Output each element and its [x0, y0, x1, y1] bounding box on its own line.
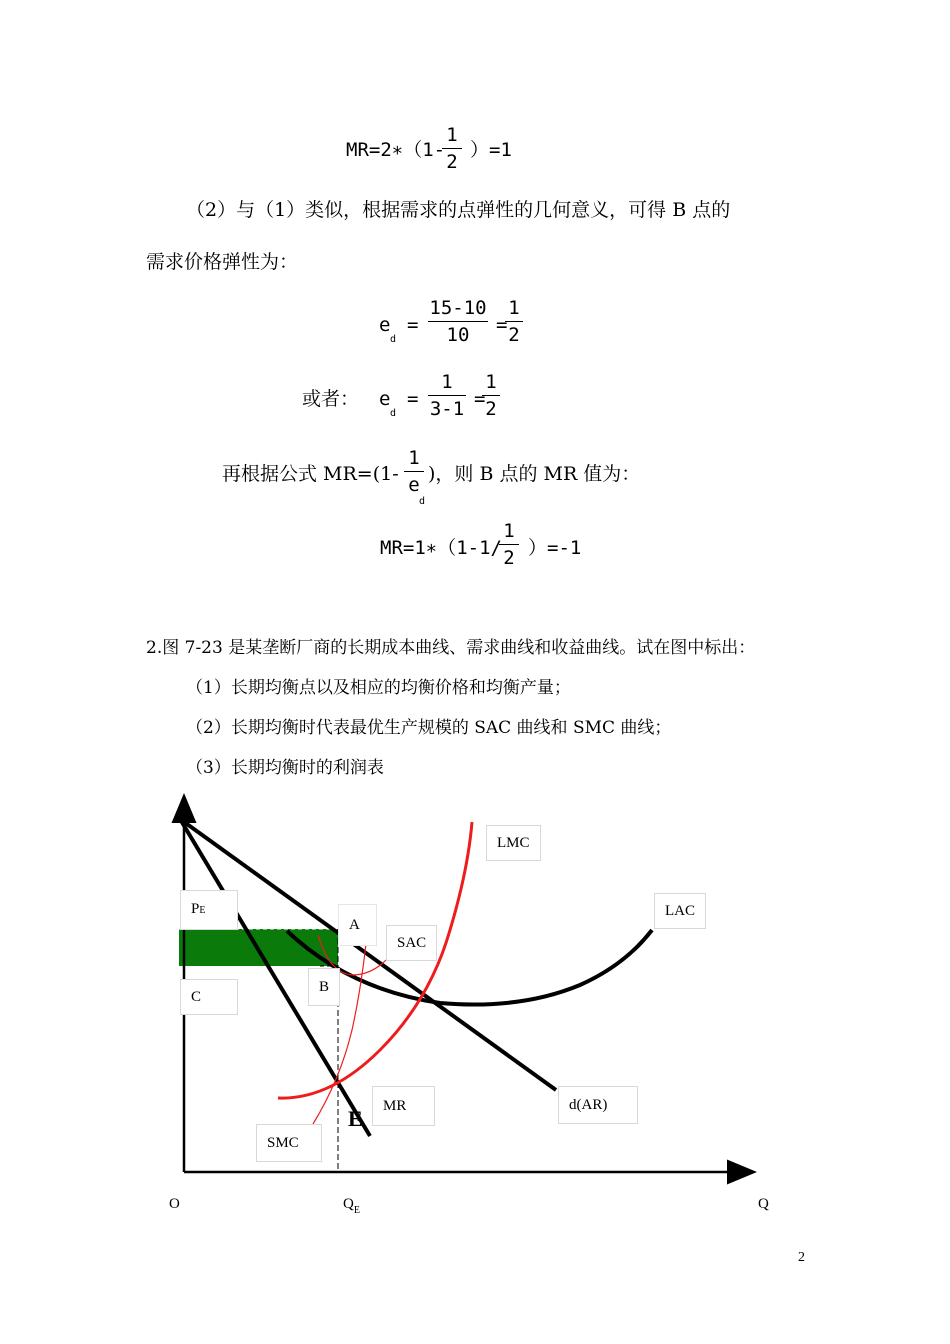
ed1-d-subscript: d	[390, 334, 397, 345]
ed1-result-numerator: 1	[508, 297, 520, 319]
mr-equation-2-right: ）=-1	[528, 537, 582, 559]
label-dar: d(AR)	[558, 1086, 638, 1124]
ed2-numerator: 1	[441, 371, 453, 393]
paragraph-2-line-1: （2）与（1）类似，根据需求的点弹性的几何意义，可得 B 点的	[186, 199, 731, 221]
q-axis-label: Q	[758, 1196, 769, 1212]
ed2-result-numerator: 1	[485, 371, 497, 393]
ed2-e: e	[379, 388, 391, 410]
mr-equation-1-right: ）=1	[470, 139, 512, 161]
label-e-point: E	[348, 1106, 363, 1131]
ed1-numerator: 15-10	[429, 297, 487, 319]
label-pe-p: P	[191, 901, 200, 917]
formula-numerator: 1	[408, 447, 420, 469]
question-2-item-1: （1）长期均衡点以及相应的均衡价格和均衡产量；	[186, 678, 571, 698]
label-a: A	[338, 904, 377, 946]
mr-eq1-numerator: 1	[446, 124, 458, 146]
ed2-result-denominator: 2	[485, 398, 497, 420]
ed1-equals: =	[407, 314, 419, 336]
qe-label-e-subscript: E	[353, 1205, 360, 1216]
question-2-item-3: （3）长期均衡时的利润表	[186, 758, 384, 778]
or-label: 或者：	[302, 388, 360, 410]
qe-label-q: Q	[343, 1196, 354, 1212]
ed1-result-denominator: 2	[508, 324, 520, 346]
label-sac: SAC	[386, 925, 437, 961]
mr-curve	[180, 819, 370, 1136]
question-2-item-2: （2）长期均衡时代表最优生产规模的 SAC 曲线和 SMC 曲线；	[186, 718, 672, 738]
label-c: C	[180, 979, 238, 1015]
label-lmc: LMC	[486, 825, 541, 861]
ed1-e: e	[379, 314, 391, 336]
ed1-equals-2: =	[496, 314, 508, 336]
ed2-d-subscript: d	[390, 408, 397, 419]
ed2-equals: =	[407, 388, 419, 410]
mr-equation-1-left: MR=2∗（1-	[346, 139, 446, 161]
label-pe-e-subscript: E	[199, 905, 206, 916]
qe-label	[343, 1196, 360, 1216]
formula-d-subscript: d	[419, 496, 426, 507]
paragraph-2-line-2: 需求价格弹性为：	[146, 251, 299, 273]
label-b: B	[308, 968, 340, 1006]
label-pe	[180, 890, 238, 930]
mr-eq1-denominator: 2	[446, 151, 458, 173]
mr-equation-2-left: MR=1∗（1-1/	[380, 537, 502, 559]
page-number: 2	[798, 1250, 805, 1265]
origin-label: O	[169, 1196, 180, 1212]
mr-eq2-numerator: 1	[503, 520, 515, 542]
ed2-equals-2: =	[474, 388, 486, 410]
ed2-denominator: 3-1	[429, 398, 465, 420]
label-smc: SMC	[256, 1124, 322, 1162]
question-2-stem: 2.图 7-23 是某垄断厂商的长期成本曲线、需求曲线和收益曲线。试在图中标出：	[146, 638, 756, 658]
ed1-denominator: 10	[446, 324, 470, 346]
formula-line-left: 再根据公式 MR=(1-	[222, 463, 399, 485]
formula-denominator: e	[408, 474, 420, 496]
label-mr: MR	[372, 1086, 435, 1126]
mr-eq2-denominator: 2	[503, 547, 515, 569]
label-lac: LAC	[654, 893, 706, 929]
formula-line-right: )，则 B 点的 MR 值为：	[428, 463, 641, 485]
